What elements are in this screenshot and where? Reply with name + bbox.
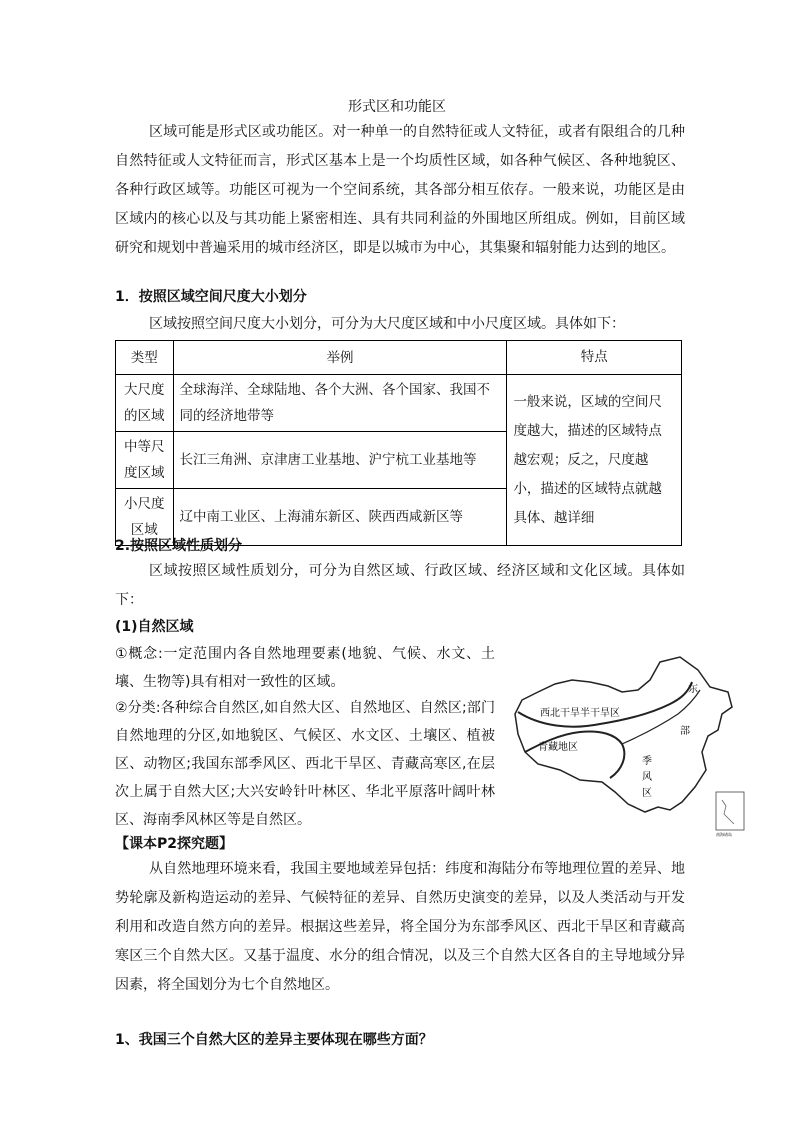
- table-cell-type: 中等尺度区域: [116, 432, 174, 489]
- table-header-example: 举例: [173, 341, 507, 375]
- map-label-east-mid: 部: [680, 726, 690, 737]
- question-1: 1、我国三个自然大区的差异主要体现在哪些方面？: [115, 1032, 433, 1048]
- table-cell-example: 长江三角洲、京津唐工业基地、沪宁杭工业基地等: [173, 432, 507, 489]
- table-cell-type: 大尺度的区域: [116, 375, 174, 432]
- china-natural-regions-map: [510, 652, 750, 838]
- section2-text: 区域按照区域性质划分，可分为自然区域、行政区域、经济区域和文化区域。具体如下：: [115, 563, 685, 608]
- map-label-northwest: 西北干旱半干旱区: [540, 708, 620, 719]
- table-cell-example: 全球海洋、全球陆地、各个大洲、各个国家、我国不同的经济地带等: [173, 375, 507, 432]
- china-outline: [515, 657, 732, 812]
- tibet-boundary: [525, 732, 624, 779]
- intro-paragraph: 区域可能是形式区或功能区。对一种单一的自然特征或人文特征，或者有限组合的几种自然特征或人文特征而言，形式区基本上是一个均质性区域，如各种气候区、各种地貌区、各种行政区域等。功能区可视为一个空间系统，其各部分相互依存。一般来说，功能区是由区域内的核心以及与其功能上紧密相连、具有共同利益的外围地区所组成。例如，目前区域研究和规划中普遍采用的城市经济区，即是以城市为中心，其集聚和辐射能力达到的地区。: [115, 124, 685, 256]
- map-label-east-top: 东: [688, 684, 698, 695]
- table-cell-example: 辽中南工业区、上海浦东新区、陕西西咸新区等: [173, 489, 507, 546]
- section1-text: 区域按照空间尺度大小划分，可分为大尺度区域和中小尺度区域。具体如下：: [149, 316, 625, 332]
- table-header-type: 类型: [116, 341, 174, 375]
- textbook-paragraph: 从自然地理环境来看，我国主要地域差异包括：纬度和海陆分布等地理位置的差异、地势轮廓及新构造运动的差异、气候特征的差异、自然历史演变的差异，以及人类活动与开发利用和改造自然方向的差异。根据这些差异，将全国分为东部季风区、西北干旱区和青藏高寒区三个自然大区。又基于温度、水分的组合情况，以及三个自然大区各自的主导地域分异因素，将全国划分为七个自然地区。: [115, 861, 685, 993]
- map-inset-caption: 南海诸岛: [716, 832, 732, 837]
- table-header-row: [116, 341, 682, 375]
- table-row: [116, 375, 682, 432]
- scale-table: [115, 340, 682, 546]
- table-cell-type: 小尺度区域: [116, 489, 174, 546]
- table-cell-feature: 一般来说，区域的空间尺度越大，描述的区域特点越宏观；反之，尺度越小，描述的区域特点就越具体、越详细: [507, 375, 682, 546]
- page-title: 形式区和功能区: [348, 99, 446, 115]
- map-label-monsoon-3: 区: [642, 788, 652, 799]
- map-label-monsoon-1: 季: [642, 756, 652, 767]
- south-sea-inset: [716, 792, 744, 830]
- sub1-heading: (1)自然区域: [115, 619, 194, 635]
- map-label-monsoon-2: 风: [642, 772, 652, 783]
- section1-heading: 1．按照区域空间尺度大小划分: [115, 289, 307, 305]
- textbook-heading: 【课本P2探究题】: [115, 836, 234, 852]
- concept-paragraph: ①概念:一定范围内各自然地理要素(地貌、气候、水文、土壤、生物等)具有相对一致性的区域。: [115, 646, 495, 690]
- table-header-feature: 特点: [507, 341, 682, 375]
- classification-paragraph: ②分类:各种综合自然区,如自然大区、自然地区、自然区;部门自然地理的分区,如地貌区、气候区、水文区、土壤区、植被区、动物区;我国东部季风区、西北干旱区、青藏高寒区,在层次上属于自然大区;大兴安岭针叶林区、华北平原落叶阔叶林区、海南季风林区等是自然区。: [115, 700, 495, 828]
- map-label-tibet: 青藏地区: [538, 742, 578, 753]
- section2-heading: 2.按照区域性质划分: [115, 538, 243, 554]
